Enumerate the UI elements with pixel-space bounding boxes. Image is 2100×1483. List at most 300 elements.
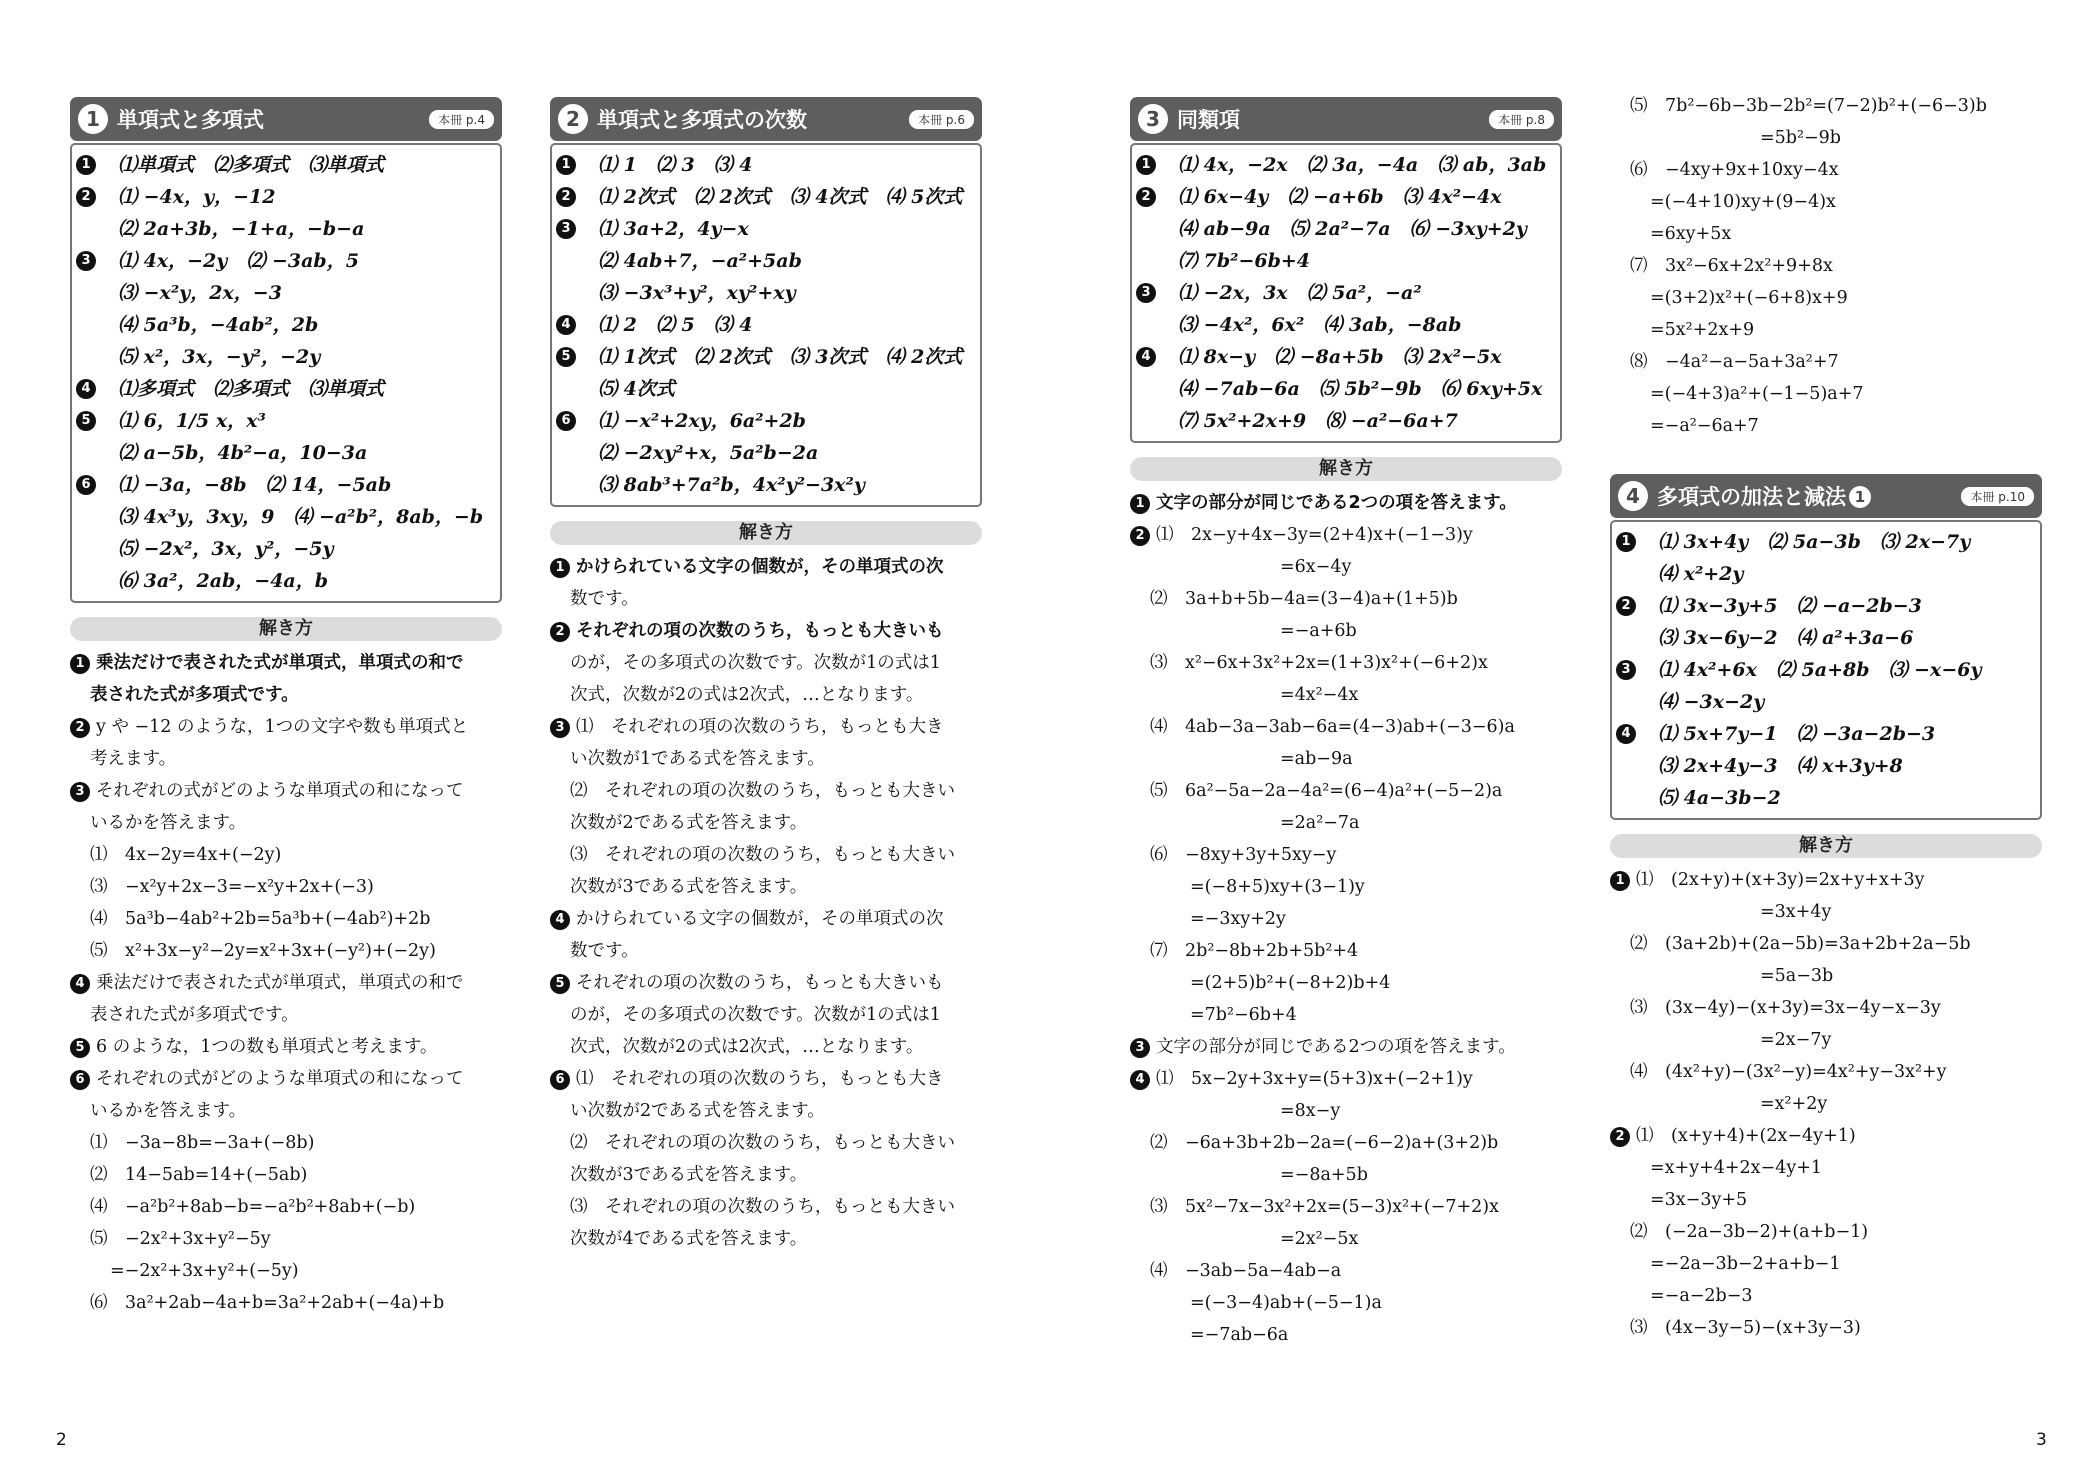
solution-text: かけられている文字の個数が，その単項式の次 [576, 909, 944, 929]
solution-text: かけられている文字の個数が，その単項式の次 [576, 557, 944, 577]
answer-box [1130, 143, 1562, 443]
solution-text: いるかを答えます。 [90, 1101, 247, 1121]
solution-line [550, 615, 982, 647]
section-number: 2 [558, 104, 588, 134]
solution-number-badge: 1 [1130, 494, 1150, 514]
answer-row [78, 309, 494, 341]
solution-line [70, 935, 502, 967]
solution-text: ⑸ x²+3x−y²−2y=x²+3x+(−y²)+(−2y) [90, 941, 436, 961]
solution-text: ⑵ それぞれの項の次数のうち，もっとも大きい [570, 781, 955, 801]
solution-line [1610, 410, 2042, 442]
solution-line [70, 1159, 502, 1191]
answer-row [558, 437, 974, 469]
answer-row [1138, 309, 1554, 341]
solution-number-badge: 4 [550, 910, 570, 930]
answer-text: ⑴単項式 ⑵多項式 ⑶単項式 [118, 154, 385, 176]
solution-number-badge: 5 [70, 1038, 90, 1058]
answer-text: ⑷ −7ab−6a ⑸ 5b²−9b ⑹ 6xy+5x [1178, 378, 1543, 400]
solution-text: ⑵ −6a+3b+2b−2a=(−6−2)a+(3+2)b [1150, 1133, 1499, 1153]
solution-text: =2x²−5x [1280, 1229, 1359, 1249]
solution-text: ⑶ −x²y+2x−3=−x²y+2x+(−3) [90, 877, 374, 897]
solution-text: ⑴ 4x−2y=4x+(−2y) [90, 845, 282, 865]
solution-line [70, 679, 502, 711]
solution-text: ⑶ それぞれの項の次数のうち，もっとも大きい [570, 1197, 955, 1217]
solution-text: ⑴ (x+y+4)+(2x−4y+1) [1636, 1126, 1856, 1146]
solution-text: ⑸ −2x²+3x+y²−5y [90, 1229, 271, 1249]
solution-line [1130, 519, 1562, 551]
solution-number-badge: 4 [1130, 1070, 1150, 1090]
solution-text: 次式，次数が2の式は2次式，…となります。 [570, 685, 924, 705]
solution-text: それぞれの項の次数のうち，もっとも大きいも [576, 621, 944, 641]
answer-number-badge: 2 [1616, 596, 1636, 616]
answer-text: ⑷ ab−9a ⑸ 2a²−7a ⑹ −3xy+2y [1178, 218, 1527, 240]
solution-text: =−8a+5b [1280, 1165, 1368, 1185]
solution-text: 文字の部分が同じである2つの項を答えます。 [1156, 1037, 1516, 1057]
answer-text: ⑴ 3x−3y+5 ⑵ −a−2b−3 [1658, 595, 1922, 617]
answer-number-badge: 3 [1136, 283, 1156, 303]
answer-row [1618, 782, 2034, 814]
solution-number-badge: 6 [70, 1070, 90, 1090]
answer-row [1138, 405, 1554, 437]
solution-text: のが，その多項式の次数です。次数が1の式は1 [570, 1005, 941, 1025]
solution-line [550, 967, 982, 999]
solution-text: い次数が1である式を答えます。 [570, 749, 825, 769]
solution-text: い次数が2である式を答えます。 [570, 1101, 825, 1121]
solution-title: 解き方 [70, 617, 502, 641]
answer-text: ⑸ 4次式 [598, 378, 675, 400]
solution-text: =−2a−3b−2+a+b−1 [1650, 1254, 1841, 1274]
answer-text: ⑶ −x²y，2x，−3 [118, 282, 282, 304]
answer-row [558, 277, 974, 309]
solution-line [1610, 346, 2042, 378]
answer-row [558, 245, 974, 277]
solution-line [1130, 999, 1562, 1031]
solution-list [550, 551, 982, 1255]
solution-line [70, 1095, 502, 1127]
solution-number-badge: 6 [550, 1070, 570, 1090]
solution-line [1130, 1223, 1562, 1255]
solution-text: =5b²−9b [1760, 128, 1842, 148]
solution-line [1130, 967, 1562, 999]
answer-text: ⑴ 4x，−2y ⑵ −3ab，5 [118, 250, 359, 272]
answer-box [550, 143, 982, 507]
solution-text: 考えます。 [90, 749, 177, 769]
solution-line [70, 967, 502, 999]
solution-line [550, 1191, 982, 1223]
solution-text: =x+y+4+2x−4y+1 [1650, 1158, 1823, 1178]
solution-line [1610, 960, 2042, 992]
answer-text: ⑹ 3a²，2ab，−4a，b [118, 570, 329, 592]
answer-text: ⑷ x²+2y [1658, 563, 1744, 585]
answer-row [558, 373, 974, 405]
solution-line [1610, 1184, 2042, 1216]
section-header [1130, 97, 1562, 141]
solution-line [1130, 935, 1562, 967]
answer-row [558, 309, 974, 341]
solution-line [70, 839, 502, 871]
solution-line [70, 743, 502, 775]
solution-line [550, 679, 982, 711]
solution-line [1610, 1024, 2042, 1056]
answer-text: ⑶ 8ab³+7a²b，4x²y²−3x²y [598, 474, 865, 496]
solution-line [550, 871, 982, 903]
solution-text: ⑷ −3ab−5a−4ab−a [1150, 1261, 1342, 1281]
solution-text: =−3xy+2y [1190, 909, 1286, 929]
solution-line [550, 807, 982, 839]
answer-row [78, 565, 494, 597]
section-title [117, 104, 264, 134]
solution-line [550, 903, 982, 935]
answer-box [1610, 520, 2042, 820]
solution-line [70, 1223, 502, 1255]
solution-text: =−7ab−6a [1190, 1325, 1289, 1345]
solution-text: =7b²−6b+4 [1190, 1005, 1297, 1025]
solution-line [1130, 583, 1562, 615]
section-title-text: 同類項 [1177, 108, 1240, 132]
column-4 [1610, 97, 2042, 1344]
solution-text: =3x−3y+5 [1650, 1190, 1748, 1210]
solution-line [70, 711, 502, 743]
solution-line [1130, 807, 1562, 839]
solution-text: =−a+6b [1280, 621, 1357, 641]
solution-text: =(3+2)x²+(−6+8)x+9 [1650, 288, 1848, 308]
answer-text: ⑴ −x²+2xy，6a²+2b [598, 410, 806, 432]
answer-row [78, 373, 494, 405]
solution-line [1130, 711, 1562, 743]
solution-text: それぞれの式がどのような単項式の和になって [96, 1069, 464, 1089]
solution-text: y や −12 のような，1つの文字や数も単項式と [96, 717, 469, 737]
answer-text: ⑵ −2xy²+x，5a²b−2a [598, 442, 819, 464]
solution-text: ⑺ 3x²−6x+2x²+9+8x [1630, 256, 1833, 276]
page-number-right: 3 [2036, 1430, 2047, 1450]
solution-text: =−a−2b−3 [1650, 1286, 1753, 1306]
section-number: 1 [78, 104, 108, 134]
solution-line [1610, 314, 2042, 346]
answer-number-badge: 2 [1136, 187, 1156, 207]
answer-row [78, 341, 494, 373]
answer-row [1618, 558, 2034, 590]
solution-text: ⑵ 14−5ab=14+(−5ab) [90, 1165, 308, 1185]
solution-text: ⑷ 5a³b−4ab²+2b=5a³b+(−4ab²)+2b [90, 909, 431, 929]
solution-text: =−a²−6a+7 [1650, 416, 1759, 436]
answer-row [78, 501, 494, 533]
solution-number-badge: 4 [70, 974, 90, 994]
solution-line [1610, 992, 2042, 1024]
answer-number-badge: 1 [556, 155, 576, 175]
answer-row [78, 181, 494, 213]
answer-text: ⑷ −3x−2y [1658, 691, 1765, 713]
solution-line [1130, 1031, 1562, 1063]
answer-row [558, 469, 974, 501]
solution-text: ⑴ 2x−y+4x−3y=(2+4)x+(−1−3)y [1156, 525, 1473, 545]
solution-text: ⑷ −a²b²+8ab−b=−a²b²+8ab+(−b) [90, 1197, 416, 1217]
solution-line [550, 1223, 982, 1255]
solution-text: =4x²−4x [1280, 685, 1359, 705]
page-reference-badge: 本冊 p.10 [1961, 487, 2034, 506]
answer-text: ⑶ −3x³+y²，xy²+xy [598, 282, 796, 304]
solution-number-badge: 3 [1130, 1038, 1150, 1058]
solution-text: ⑴ 5x−2y+3x+y=(5+3)x+(−2+1)y [1156, 1069, 1473, 1089]
solution-text: =6xy+5x [1650, 224, 1732, 244]
solution-text: 数です。 [570, 589, 639, 609]
answer-text: ⑴ 1次式 ⑵ 2次式 ⑶ 3次式 ⑷ 2次式 [598, 346, 963, 368]
solution-text: =(−4+10)xy+(9−4)x [1650, 192, 1836, 212]
solution-line [550, 839, 982, 871]
solution-text: =5x²+2x+9 [1650, 320, 1755, 340]
solution-text: 6 のような，1つの数も単項式と考えます。 [96, 1037, 438, 1057]
solution-text: 表された式が多項式です。 [90, 685, 299, 705]
page-reference-badge: 本冊 p.8 [1489, 110, 1554, 129]
answer-text: ⑴ −4x，y，−12 [118, 186, 276, 208]
solution-line [1610, 122, 2042, 154]
solution-line [1130, 839, 1562, 871]
answer-text: ⑶ 3x−6y−2 ⑷ a²+3a−6 [1658, 627, 1914, 649]
answer-text: ⑸ −2x²，3x，y²，−5y [118, 538, 334, 560]
page-reference-badge: 本冊 p.4 [429, 110, 494, 129]
solution-line [70, 775, 502, 807]
solution-text: =−2x²+3x+y²+(−5y) [110, 1261, 299, 1281]
solution-line [1130, 615, 1562, 647]
solution-text: =5a−3b [1760, 966, 1834, 986]
answer-number-badge: 5 [76, 411, 96, 431]
solution-text: 乗法だけで表された式が単項式，単項式の和で [96, 973, 464, 993]
solution-text: =2a²−7a [1280, 813, 1360, 833]
answer-number-badge: 1 [1616, 532, 1636, 552]
solution-line [1610, 250, 2042, 282]
solution-text: ⑻ −4a²−a−5a+3a²+7 [1630, 352, 1839, 372]
solution-line [1130, 1319, 1562, 1351]
solution-number-badge: 3 [70, 782, 90, 802]
answer-row [1138, 181, 1554, 213]
section-header [1610, 474, 2042, 518]
solution-text: ⑴ それぞれの項の次数のうち，もっとも大き [576, 717, 944, 737]
solution-text: 次数が4である式を答えます。 [570, 1229, 808, 1249]
solution-text: ⑵ (−2a−3b−2)+(a+b−1) [1630, 1222, 1869, 1242]
answer-text: ⑸ x²，3x，−y²，−2y [118, 346, 321, 368]
solution-text: =ab−9a [1280, 749, 1353, 769]
answer-row [558, 149, 974, 181]
answer-row [78, 149, 494, 181]
solution-line [70, 1287, 502, 1319]
answer-text: ⑵ 4ab+7，−a²+5ab [598, 250, 802, 272]
solution-text: それぞれの項の次数のうち，もっとも大きいも [576, 973, 944, 993]
solution-text: のが，その多項式の次数です。次数が1の式は1 [570, 653, 941, 673]
section-title-text: 単項式と多項式 [117, 108, 264, 132]
solution-text: =(2+5)b²+(−8+2)b+4 [1190, 973, 1391, 993]
answer-row [1138, 341, 1554, 373]
section-header [550, 97, 982, 141]
solution-line [70, 1127, 502, 1159]
solution-line [1610, 186, 2042, 218]
section-title-text: 多項式の加法と減法 [1657, 485, 1846, 509]
answer-number-badge: 5 [556, 347, 576, 367]
answer-text: ⑴多項式 ⑵多項式 ⑶単項式 [118, 378, 385, 400]
solution-line [1130, 743, 1562, 775]
solution-text: 次数が3である式を答えます。 [570, 877, 808, 897]
solution-text: 次数が3である式を答えます。 [570, 1165, 808, 1185]
solution-line [1130, 1063, 1562, 1095]
solution-line [1610, 218, 2042, 250]
answer-row [1138, 373, 1554, 405]
solution-text: ⑶ それぞれの項の次数のうち，もっとも大きい [570, 845, 955, 865]
solution-title: 解き方 [1610, 834, 2042, 858]
answer-number-badge: 3 [76, 251, 96, 271]
solution-line [550, 711, 982, 743]
solution-line [550, 1127, 982, 1159]
solution-line [1610, 1248, 2042, 1280]
section-title [597, 104, 807, 134]
solution-text: ⑹ −8xy+3y+5xy−y [1150, 845, 1337, 865]
solution-text: ⑵ (3a+2b)+(2a−5b)=3a+2b+2a−5b [1630, 934, 1971, 954]
section-title [1657, 481, 1871, 511]
solution-text: 数です。 [570, 941, 639, 961]
answer-row [1138, 277, 1554, 309]
solution-number-badge: 2 [550, 622, 570, 642]
answer-text: ⑴ 6，1/5 x，x³ [118, 410, 266, 432]
solution-line [1610, 1152, 2042, 1184]
answer-number-badge: 3 [556, 219, 576, 239]
solution-line [1130, 1127, 1562, 1159]
solution-number-badge: 2 [1610, 1127, 1630, 1147]
solution-line [70, 1031, 502, 1063]
solution-number-badge: 1 [1610, 871, 1630, 891]
answer-number-badge: 3 [1616, 660, 1636, 680]
solution-text: ⑴ (2x+y)+(x+3y)=2x+y+x+3y [1636, 870, 1925, 890]
answer-text: ⑴ 2次式 ⑵ 2次式 ⑶ 4次式 ⑷ 5次式 [598, 186, 963, 208]
answer-number-badge: 2 [556, 187, 576, 207]
solution-text: ⑸ 6a²−5a−2a−4a²=(6−4)a²+(−5−2)a [1150, 781, 1503, 801]
answer-number-badge: 1 [76, 155, 96, 175]
answer-text: ⑴ −3a，−8b ⑵ 14，−5ab [118, 474, 392, 496]
answer-row [1618, 590, 2034, 622]
solution-line [1130, 647, 1562, 679]
answer-text: ⑴ 3a+2，4y−x [598, 218, 749, 240]
solution-line [1610, 1216, 2042, 1248]
answer-row [1138, 245, 1554, 277]
solution-text: =2x−7y [1760, 1030, 1832, 1050]
solution-text: =(−3−4)ab+(−5−1)a [1190, 1293, 1382, 1313]
solution-line [1610, 154, 2042, 186]
solution-line [1130, 1159, 1562, 1191]
solution-title: 解き方 [550, 521, 982, 545]
solution-line [1610, 1088, 2042, 1120]
answer-text: ⑵ 2a+3b，−1+a，−b−a [118, 218, 365, 240]
solution-line [1610, 282, 2042, 314]
answer-text: ⑷ 5a³b，−4ab²，2b [118, 314, 319, 336]
solution-number-badge: 3 [550, 718, 570, 738]
answer-row [78, 533, 494, 565]
solution-number-badge: 2 [1130, 526, 1150, 546]
solution-text: ⑹ 3a²+2ab−4a+b=3a²+2ab+(−4a)+b [90, 1293, 445, 1313]
solution-line [70, 903, 502, 935]
answer-text: ⑴ 4x，−2x ⑵ 3a，−4a ⑶ ab，3ab [1178, 154, 1547, 176]
solution-line [1130, 1191, 1562, 1223]
solution-line [70, 807, 502, 839]
solution-line [1130, 551, 1562, 583]
solution-line [1610, 90, 2042, 122]
solution-line [70, 1191, 502, 1223]
section-number: 3 [1138, 104, 1168, 134]
answer-text: ⑴ 6x−4y ⑵ −a+6b ⑶ 4x²−4x [1178, 186, 1502, 208]
solution-line [550, 1159, 982, 1191]
answer-text: ⑴ 8x−y ⑵ −8a+5b ⑶ 2x²−5x [1178, 346, 1502, 368]
solution-text: 次式，次数が2の式は2次式，…となります。 [570, 1037, 924, 1057]
solution-line [550, 1031, 982, 1063]
solution-text: 文字の部分が同じである2つの項を答えます。 [1156, 493, 1517, 513]
solution-line [1130, 1255, 1562, 1287]
solution-number-badge: 1 [70, 654, 90, 674]
solution-text: ⑹ −4xy+9x+10xy−4x [1630, 160, 1839, 180]
solution-text: 表された式が多項式です。 [90, 1005, 299, 1025]
answer-row [558, 213, 974, 245]
solution-line [1130, 775, 1562, 807]
solution-text: =x²+2y [1760, 1094, 1828, 1114]
column-1 [70, 97, 502, 1319]
answer-number-badge: 4 [556, 315, 576, 335]
answer-text: ⑶ 2x+4y−3 ⑷ x+3y+8 [1658, 755, 1903, 777]
solution-line [1130, 871, 1562, 903]
solution-line [70, 1063, 502, 1095]
solution-number-badge: 5 [550, 974, 570, 994]
solution-text: いるかを答えます。 [90, 813, 247, 833]
solution-line [1610, 896, 2042, 928]
solution-line [70, 1255, 502, 1287]
solution-line [1130, 679, 1562, 711]
section-header [70, 97, 502, 141]
answer-number-badge: 6 [556, 411, 576, 431]
section-title [1177, 104, 1240, 134]
answer-row [1138, 149, 1554, 181]
solution-line [550, 1063, 982, 1095]
section-title-circled-number: 1 [1849, 486, 1871, 508]
answer-text: ⑺ 7b²−6b+4 [1178, 250, 1311, 272]
solution-text: ⑶ x²−6x+3x²+2x=(1+3)x²+(−6+2)x [1150, 653, 1488, 673]
answer-row [78, 245, 494, 277]
answer-number-badge: 1 [1136, 155, 1156, 175]
section-number: 4 [1618, 481, 1648, 511]
solution-number-badge: 1 [550, 558, 570, 578]
answer-text: ⑴ 3x+4y ⑵ 5a−3b ⑶ 2x−7y [1658, 531, 1971, 553]
continued-solution-list [1610, 90, 2042, 442]
solution-text: ⑶ (4x−3y−5)−(x+3y−3) [1630, 1318, 1861, 1338]
solution-line [70, 999, 502, 1031]
answer-row [1138, 213, 1554, 245]
solution-line [1610, 378, 2042, 410]
answer-text: ⑸ 4a−3b−2 [1658, 787, 1781, 809]
solution-text: =(−4+3)a²+(−1−5)a+7 [1650, 384, 1864, 404]
solution-line [70, 647, 502, 679]
answer-box [70, 143, 502, 603]
answer-row [558, 405, 974, 437]
solution-line [1130, 1095, 1562, 1127]
answer-number-badge: 4 [1616, 724, 1636, 744]
solution-text: それぞれの式がどのような単項式の和になって [96, 781, 464, 801]
solution-text: 乗法だけで表された式が単項式，単項式の和で [96, 653, 464, 673]
solution-line [550, 743, 982, 775]
solution-line [1610, 1280, 2042, 1312]
solution-number-badge: 2 [70, 718, 90, 738]
answer-row [78, 277, 494, 309]
column-3 [1130, 97, 1562, 1351]
answer-row [78, 405, 494, 437]
answer-text: ⑴ 1 ⑵ 3 ⑶ 4 [598, 154, 753, 176]
solution-text: 次数が2である式を答えます。 [570, 813, 808, 833]
solution-line [1130, 903, 1562, 935]
solution-title: 解き方 [1130, 457, 1562, 481]
page-reference-badge: 本冊 p.6 [909, 110, 974, 129]
solution-text: ⑴ それぞれの項の次数のうち，もっとも大き [576, 1069, 944, 1089]
answer-row [1618, 718, 2034, 750]
